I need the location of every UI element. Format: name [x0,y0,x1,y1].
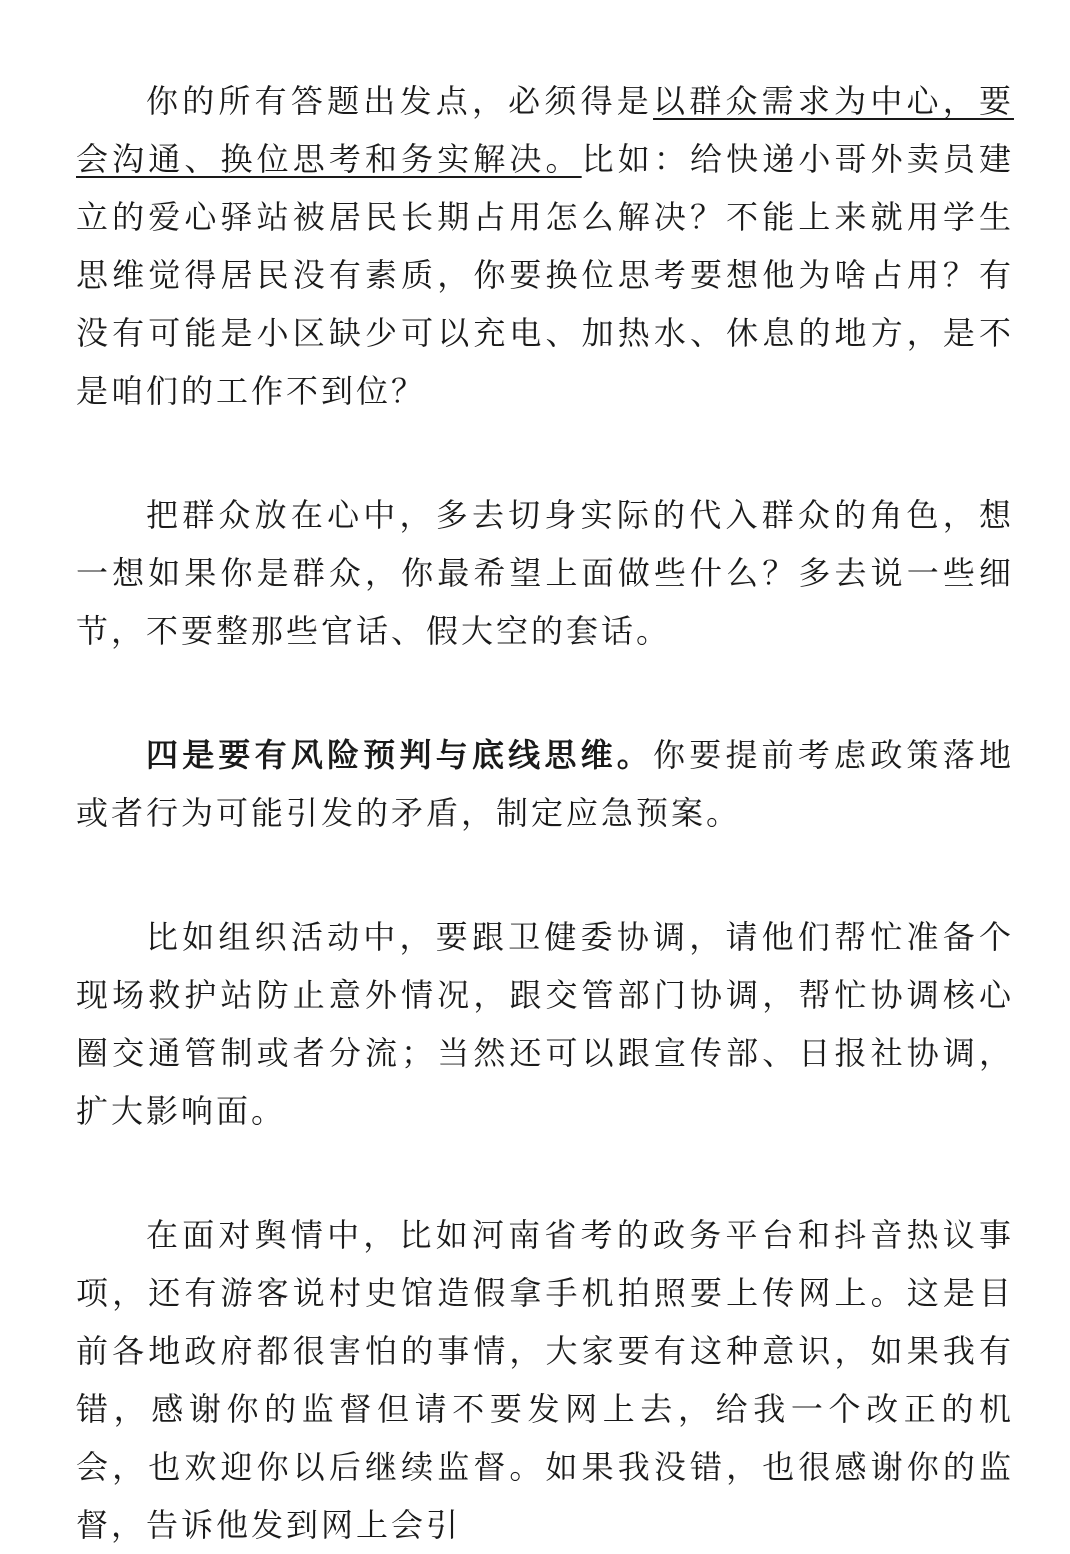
paragraph-risk-thinking [76,726,1014,842]
underlined-key-point: 以群众需求为中心，要会沟通、换位思考和务实解决。 [76,82,1014,178]
paragraph-risk-text: 你要提前考虑政策落地或者行为可能引发的矛盾，制定应急预案。 [76,736,1014,832]
document-page [76,72,1014,1554]
paragraph-example-text: 比如：给快递小哥外卖员建立的爱心驿站被居民长期占用怎么解决？不能上来就用学生思维觉得居民没有素质，你要换位思考要想他为啥占用？有没有可能是小区缺少可以充电、加热水、休息的地方，是不是咱们的工作不到位？ [76,140,1014,410]
bold-heading-risk: 四是要有风险预判与底线思维。 [146,736,654,774]
paragraph-put-masses-first: 把群众放在心中，多去切身实际的代入群众的角色，想一想如果你是群众，你最希望上面做些什么？多去说一些细节，不要整那些官话、假大空的套话。 [76,496,1014,650]
paragraph-event-coordination: 比如组织活动中，要跟卫健委协调，请他们帮忙准备个现场救护站防止意外情况，跟交管部门协调，帮忙协调核心圈交通管制或者分流；当然还可以跟宣传部、日报社协调，扩大影响面。 [76,918,1014,1130]
paragraph-lead-text: 你的所有答题出发点，必须得是 [146,82,654,120]
paragraph-public-opinion: 在面对舆情中，比如河南省考的政务平台和抖音热议事项，还有游客说村史馆造假拿手机拍照要上传网上。这是目前各地政府都很害怕的事情，大家要有这种意识，如果我有错，感谢你的监督但请不要发网上去，给我一个改正的机会，也欢迎你以后继续监督。如果我没错，也很感谢你的监督，告诉他发到网上会引 [76,1216,1014,1544]
paragraph-answer-starting-point [76,72,1014,420]
